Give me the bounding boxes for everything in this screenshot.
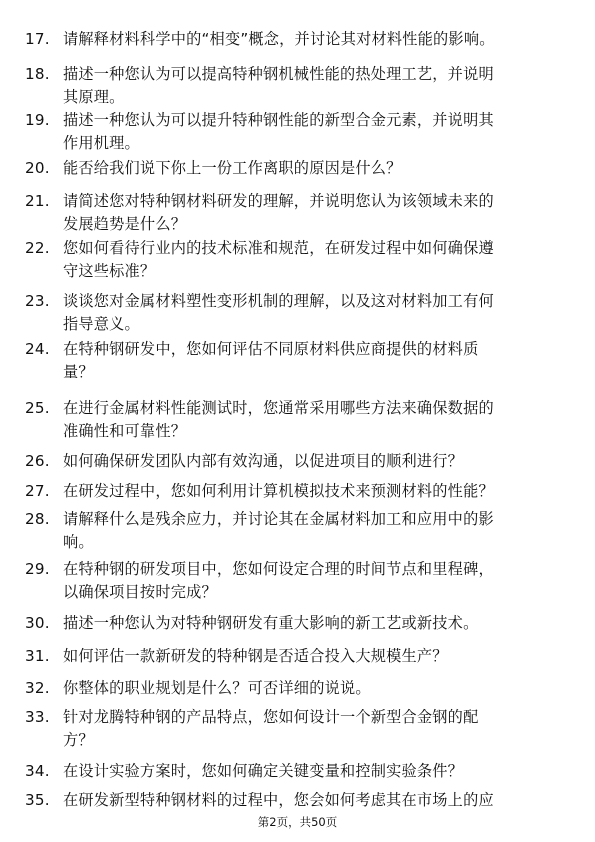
question-number: 27. [25, 482, 50, 500]
question-text-line: 以确保项目按时完成？ [63, 583, 217, 601]
question-number: 22. [25, 239, 50, 257]
question-text-line: 针对龙腾特种钢的产品特点，您如何设计一个新型合金钢的配 [63, 708, 479, 726]
question-number: 24. [25, 340, 50, 358]
question-number: 30. [25, 614, 50, 632]
question-number: 29. [25, 560, 50, 578]
question-number: 28. [25, 510, 50, 528]
question-text-line: 作用机理。 [63, 134, 140, 152]
question-text [63, 290, 563, 336]
question-number: 34. [25, 762, 50, 780]
question-text [63, 645, 563, 668]
question-number: 31. [25, 647, 50, 665]
question-text [63, 450, 563, 473]
question-number: 19. [25, 111, 50, 129]
question-text-line: 响。 [63, 533, 94, 551]
question-text [63, 109, 563, 155]
question-text [63, 397, 563, 443]
question-text [63, 612, 563, 635]
page-footer: 第2页，共50页 [257, 815, 338, 829]
question-text [63, 508, 563, 554]
question-text-line: 方？ [63, 731, 94, 749]
question-number: 35. [25, 791, 50, 809]
question-text-line: 如何评估一款新研发的特种钢是否适合投入大规模生产？ [63, 647, 448, 665]
question-number: 25. [25, 399, 50, 417]
question-number: 20. [25, 159, 50, 177]
question-number: 23. [25, 292, 50, 310]
question-number: 21. [25, 192, 50, 210]
question-text-line: 请解释材料科学中的“相变”概念，并讨论其对材料性能的影响。 [63, 30, 495, 48]
question-text [63, 28, 563, 51]
question-text [63, 338, 563, 384]
question-text-line: 在特种钢的研发项目中，您如何设定合理的时间节点和里程碑， [63, 560, 494, 578]
question-number: 32. [25, 679, 50, 697]
question-text-line: 指导意义。 [63, 315, 140, 333]
question-text-line: 量？ [63, 363, 94, 381]
question-text-line: 发展趋势是什么？ [63, 215, 187, 233]
question-number: 17. [25, 30, 50, 48]
question-text-line: 准确性和可靠性？ [63, 422, 187, 440]
question-text-line: 在特种钢研发中，您如何评估不同原材料供应商提供的材料质 [63, 340, 479, 358]
question-text-line: 您如何看待行业内的技术标准和规范，在研发过程中如何确保遵 [63, 239, 494, 257]
question-text [63, 480, 563, 503]
question-number: 26. [25, 452, 50, 470]
question-number: 18. [25, 65, 50, 83]
question-text-line: 请解释什么是残余应力，并讨论其在金属材料加工和应用中的影 [63, 510, 494, 528]
question-text-line: 描述一种您认为可以提高特种钢机械性能的热处理工艺，并说明 [63, 65, 494, 83]
question-text [63, 760, 563, 783]
question-text [63, 789, 563, 812]
question-text-line: 你整体的职业规划是什么？可否详细的说说。 [63, 679, 371, 697]
question-text-line: 描述一种您认为对特种钢研发有重大影响的新工艺或新技术。 [63, 614, 479, 632]
question-text-line: 在研发过程中，您如何利用计算机模拟技术来预测材料的性能？ [63, 482, 494, 500]
question-text [63, 677, 563, 700]
question-text [63, 157, 563, 180]
question-text [63, 237, 563, 283]
question-text-line: 能否给我们说下你上一份工作离职的原因是什么？ [63, 159, 402, 177]
question-text-line: 在进行金属材料性能测试时，您通常采用哪些方法来确保数据的 [63, 399, 494, 417]
question-number: 33. [25, 708, 50, 726]
question-text [63, 190, 563, 236]
question-text-line: 其原理。 [63, 88, 125, 106]
question-text [63, 706, 563, 752]
question-text-line: 在设计实验方案时，您如何确定关键变量和控制实验条件？ [63, 762, 464, 780]
question-text-line: 在研发新型特种钢材料的过程中，您会如何考虑其在市场上的应 [63, 791, 494, 809]
question-text-line: 描述一种您认为可以提升特种钢性能的新型合金元素，并说明其 [63, 111, 494, 129]
question-text-line: 请简述您对特种钢材料研发的理解，并说明您认为该领域未来的 [63, 192, 494, 210]
question-text [63, 63, 563, 109]
question-text-line: 守这些标准？ [63, 262, 156, 280]
question-text-line: 谈谈您对金属材料塑性变形机制的理解，以及这对材料加工有何 [63, 292, 494, 310]
question-text [63, 558, 563, 604]
question-text-line: 如何确保研发团队内部有效沟通，以促进项目的顺利进行？ [63, 452, 464, 470]
